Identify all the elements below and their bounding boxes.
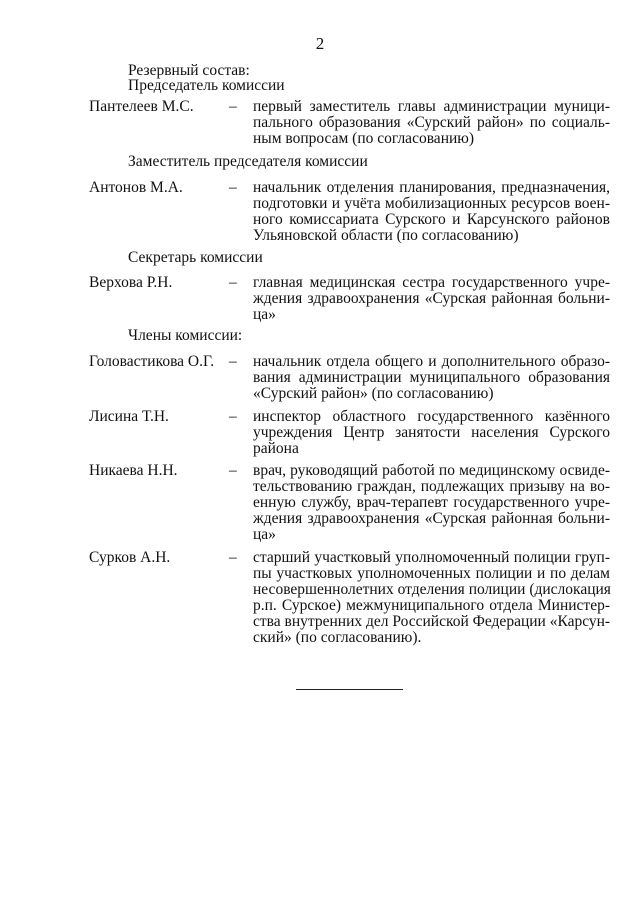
member-position xyxy=(253,99,610,147)
page-number: 2 xyxy=(315,34,325,53)
member-position xyxy=(253,409,610,457)
position-line: пы участковых уполномоченных полиции и по делам xyxy=(253,565,610,582)
position-line: енную службу, врач-терапевт государственного учре- xyxy=(253,494,610,511)
position-line: ский» (по согласованию). xyxy=(253,629,422,646)
position-line: учреждения Центр занятости населения Сурского xyxy=(253,424,610,441)
member-position xyxy=(253,354,610,402)
position-line: ца» xyxy=(253,526,276,543)
position-line: ного комиссариата Сурского и Карсунского районов xyxy=(253,211,610,228)
member-name: Сурков А.Н. xyxy=(89,549,171,566)
heading-deputy-chair: Заместитель председателя комиссии xyxy=(128,153,368,170)
dash-separator: – xyxy=(229,462,237,479)
position-line: подготовки и учёта мобилизационных ресурсов воен- xyxy=(253,195,610,212)
position-line: Ульяновской области (по согласованию) xyxy=(253,227,519,244)
position-line: пального образования «Сурский район» по социаль- xyxy=(253,114,610,131)
position-line: района xyxy=(253,440,299,457)
position-line: ца» xyxy=(253,306,276,323)
position-line: начальник отдела общего и дополнительного образо- xyxy=(253,353,610,370)
dash-separator: – xyxy=(229,408,237,425)
position-line: ным вопросам (по согласованию) xyxy=(253,130,475,147)
dash-separator: – xyxy=(229,98,237,115)
position-line: ства внутренних дел Российской Федерации «Карсун- xyxy=(253,613,611,630)
member-position xyxy=(253,275,610,323)
end-of-document-rule xyxy=(296,689,403,690)
position-line: тельствованию граждан, подлежащих призыву на во- xyxy=(253,478,610,495)
member-position xyxy=(253,180,610,244)
heading-commission-members: Члены комиссии: xyxy=(128,327,243,344)
position-line: инспектор областного государственного казённого xyxy=(253,408,610,425)
heading-secretary: Секретарь комиссии xyxy=(128,249,263,266)
dash-separator: – xyxy=(229,274,237,291)
position-line: вания администрации муниципального образования xyxy=(253,369,610,386)
position-line: врач, руководящий работой по медицинскому освиде- xyxy=(253,462,610,479)
position-line: ждения здравоохранения «Сурская районная больни- xyxy=(253,510,610,527)
position-line: главная медицинская сестра государственного учре- xyxy=(253,274,610,291)
member-name: Лисина Т.Н. xyxy=(89,408,169,425)
position-line: р.п. Сурское) межмуниципального отдела Министер- xyxy=(253,597,610,614)
position-line: начальник отделения планирования, предназначения, xyxy=(253,179,610,196)
member-position xyxy=(253,550,610,646)
member-name: Верхова Р.Н. xyxy=(89,274,173,291)
member-name: Головастикова О.Г. xyxy=(89,353,215,370)
member-name: Никаева Н.Н. xyxy=(89,462,178,479)
position-line: несовершеннолетних отделения полиции (дислокация xyxy=(253,581,611,598)
position-line: старший участковый уполномоченный полиции груп- xyxy=(253,549,610,566)
dash-separator: – xyxy=(229,353,237,370)
dash-separator: – xyxy=(229,179,237,196)
member-name: Пантелеев М.С. xyxy=(89,98,194,115)
member-name: Антонов М.А. xyxy=(89,179,183,196)
heading-commission-chair: Председатель комиссии xyxy=(128,77,285,94)
member-position xyxy=(253,463,610,543)
heading-reserve-composition: Резервный состав: xyxy=(128,62,250,79)
position-line: «Сурский район» (по согласованию) xyxy=(253,385,494,402)
position-line: первый заместитель главы администрации муници- xyxy=(253,98,610,115)
position-line: ждения здравоохранения «Сурская районная больни- xyxy=(253,290,610,307)
dash-separator: – xyxy=(229,549,237,566)
